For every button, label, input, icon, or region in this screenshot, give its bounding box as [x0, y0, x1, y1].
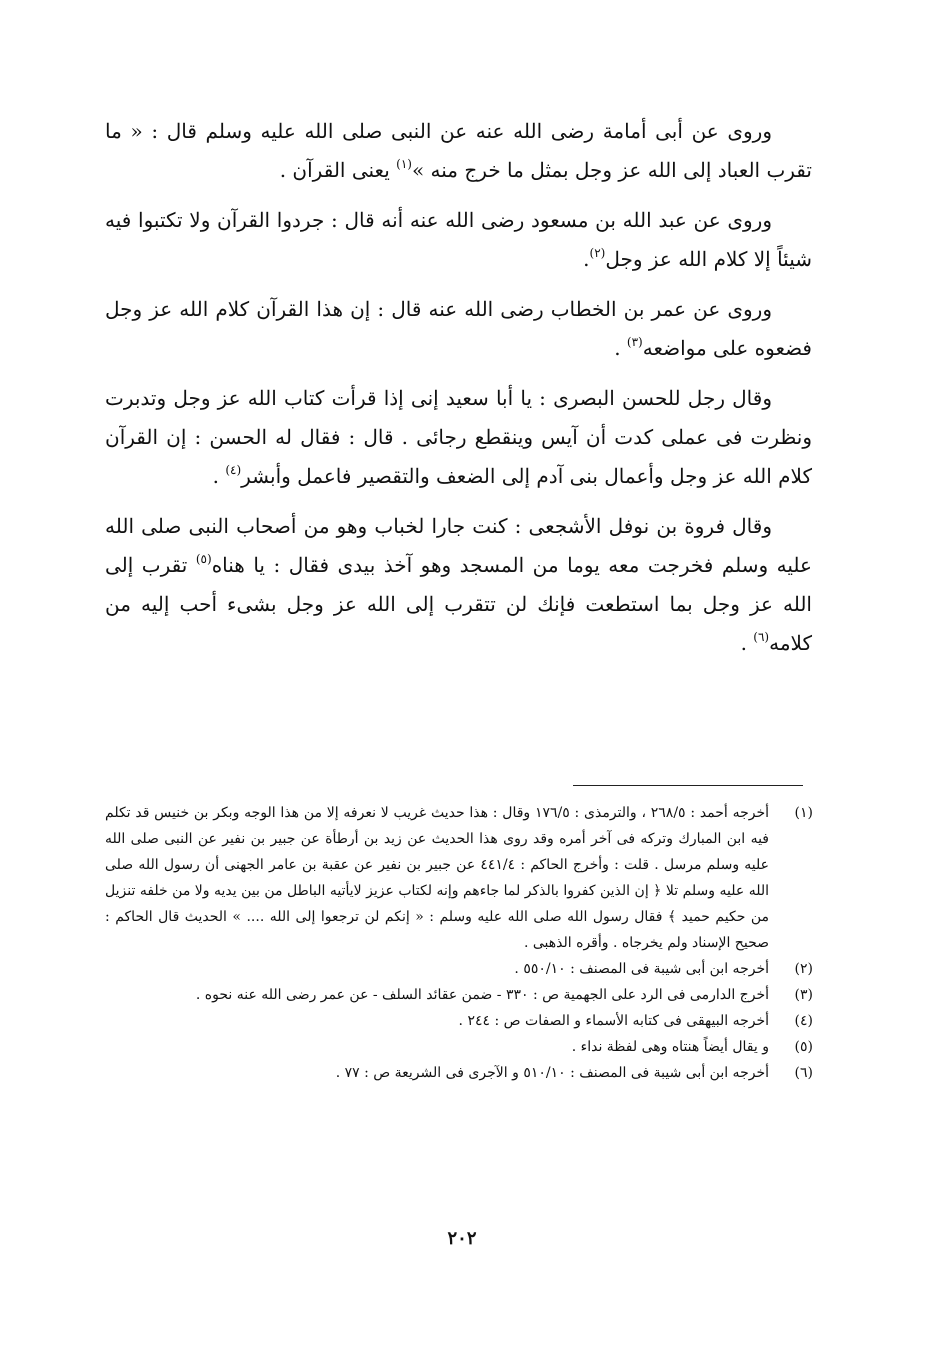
paragraph-tail: .: [614, 336, 627, 360]
paragraph-5: [105, 507, 812, 663]
footnote-number: (١): [794, 805, 813, 821]
footnote-text: أخرجه البيهقى فى كتابه الأسماء و الصفات ص : ٢٤٤ .: [458, 1013, 769, 1029]
footnote-number: (٢): [794, 961, 813, 977]
paragraph-tail: .: [212, 464, 226, 488]
footnote-4: [105, 1008, 813, 1034]
footnote-5: [105, 1034, 813, 1060]
footnote-ref[interactable]: (٦): [753, 630, 770, 644]
footnote-text: أخرجه ابن أبى شيبة فى المصنف : ٥٥٠/١٠ .: [514, 961, 769, 977]
paragraph-tail: .: [740, 631, 754, 655]
footnote-text: أخرج الدارمى فى الرد على الجهمية ص : ٣٣٠ - ضمن عقائد السلف - عن عمر رضى الله عنه نحوه .: [195, 987, 769, 1003]
footnote-ref[interactable]: (٤): [225, 463, 242, 477]
footnote-3: [105, 982, 813, 1008]
main-text: [105, 112, 812, 674]
paragraph-text: وروى عن عمر بن الخطاب رضى الله عنه قال : إن هذا القرآن كلام الله عز وجل فضعوه على مواضعه: [105, 297, 812, 360]
paragraph-1: [105, 112, 812, 190]
paragraph-2: [105, 201, 812, 279]
paragraph-3: [105, 290, 812, 368]
footnote-number: (٦): [794, 1065, 813, 1081]
paragraph-text-continued: تقرب إلى الله عز وجل بما استطعت فإنك لن تتقرب إلى الله عز وجل بشىء أحب إليه من كلامه: [105, 553, 812, 655]
footnote-6: [105, 1060, 813, 1086]
paragraph-tail: .: [583, 247, 590, 271]
paragraph-text: وقال رجل للحسن البصرى : يا أبا سعيد إنى إذا قرأت كتاب الله عز وجل وتدبرت ونظرت فى عملى كدت أن آيس وينقطع رجائى . قال : فقال له الحسن : إن القرآن كلام الله عز وجل وأعمال بنى آدم إلى الضعف والتقصير فاعمل وأبشر: [105, 386, 812, 488]
footnote-1: [105, 800, 813, 956]
footnote-ref[interactable]: (٣): [626, 335, 643, 349]
footnote-number: (٤): [794, 1013, 813, 1029]
footnote-text: أخرجه أحمد : ٢٦٨/٥ ، والترمذى : ١٧٦/٥ وقال : هذا حديث غريب لا نعرفه إلا من هذا الوجه وبكر بن خنيس قد تكلم فيه ابن المبارك وتركه فى آخر أمره وقد روى هذا الحديث عن زيد بن أرطأة عن جبير بن نفير عن النبى صلى الله عليه وسلم مرسل . قلت : وأخرج الحاكم : ٤٤١/٤ عن جبير بن نفير عن عقبة بن عامر الجهنى أن رسول الله صلى الله عليه وسلم تلا ﴿ إن الذين كفروا بالذكر لما جاءهم وإنه لكتاب عزيز لايأتيه الباطل من بين يديه ولا من خلفه تنزيل من حكيم حميد ﴾ فقال رسول الله صلى الله عليه وسلم : « إنكم لن ترجعوا إلى الله .... » الحديث قال الحاكم : صحيح الإسناد ولم يخرجاه . وأقره الذهبى .: [105, 805, 770, 951]
footnote-2: [105, 956, 813, 982]
footnote-ref[interactable]: (٢): [589, 246, 606, 260]
footnote-ref[interactable]: (١): [396, 157, 412, 171]
paragraph-text: وقال فروة بن نوفل الأشجعى : كنت جارا لخباب وهو من أصحاب النبى صلى الله عليه وسلم فخرجت معه يوما من المسجد وهو آخذ بيدى فقال : يا هناه: [105, 514, 812, 577]
footnote-text: أخرجه ابن أبى شيبة فى المصنف : ٥١٠/١٠ و الآجرى فى الشريعة ص : ٧٧ .: [335, 1065, 769, 1081]
paragraph-tail: يعنى القرآن .: [279, 158, 397, 182]
footnote-text: و يقال أيضاً هنتاه وهى لفظة نداء .: [571, 1039, 769, 1055]
paragraph-text: وروى عن عبد الله بن مسعود رضى الله عنه أنه قال : جردوا القرآن ولا تكتبوا فيه شيئاً إلا كلام الله عز وجل: [105, 208, 812, 271]
footnotes: [105, 800, 813, 1086]
footnote-number: (٥): [794, 1039, 813, 1055]
paragraph-text: وروى عن أبى أمامة رضى الله عنه عن النبى صلى الله عليه وسلم قال : « ما تقرب العباد إلى الله عز وجل بمثل ما خرج منه »: [105, 119, 812, 182]
footnote-ref[interactable]: (٥): [195, 552, 212, 566]
page-number: ٢٠٢: [447, 1228, 477, 1249]
paragraph-4: [105, 379, 812, 496]
footnote-separator: [573, 785, 803, 786]
footnote-number: (٣): [794, 987, 813, 1003]
